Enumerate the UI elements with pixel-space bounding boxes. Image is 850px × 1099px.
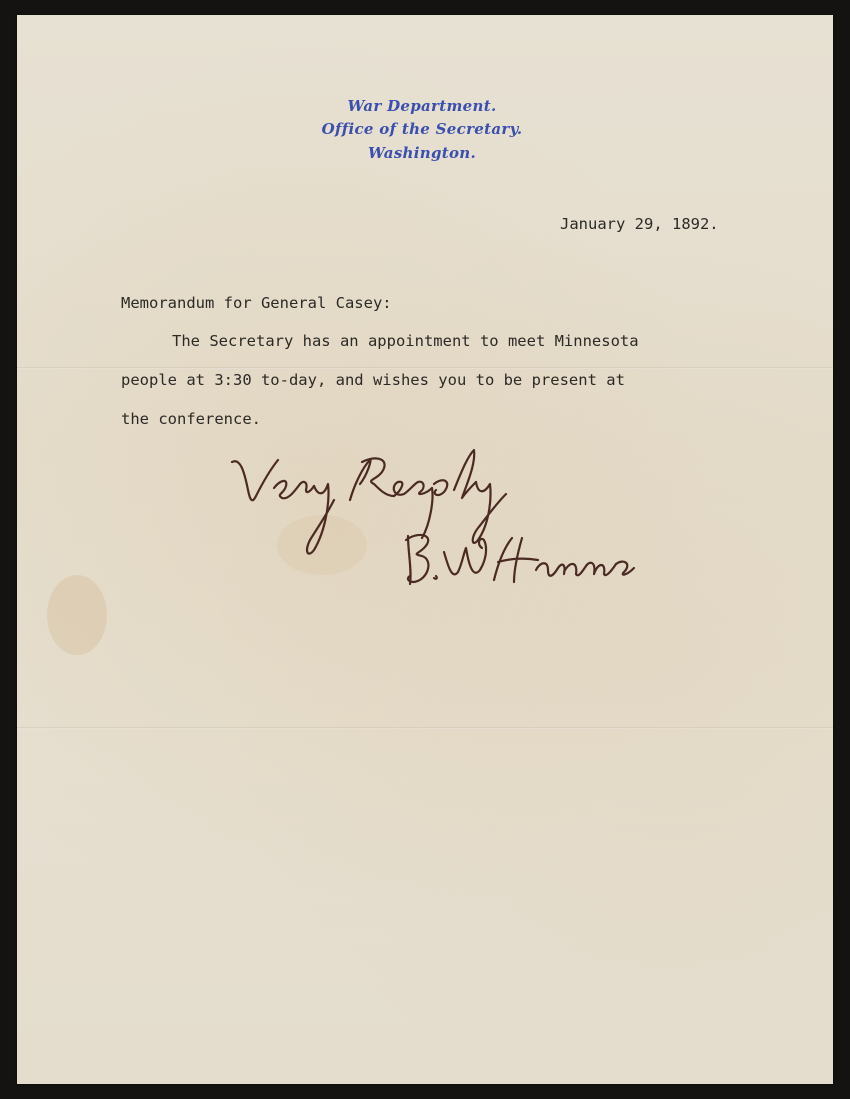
- letterhead-line-office: Office of the Secretary.: [321, 120, 523, 138]
- memo-salutation: Memorandum for General Casey:: [121, 294, 392, 312]
- signature-stroke: [444, 539, 486, 574]
- letter-date: January 29, 1892.: [560, 215, 719, 233]
- signature-stroke: [350, 458, 394, 500]
- signature-stroke: [616, 562, 634, 575]
- signature-stroke: [434, 576, 437, 579]
- signature-stroke: [586, 563, 616, 575]
- signature-stroke: [473, 482, 506, 543]
- signature-stroke: [454, 450, 476, 498]
- signature-stroke: [394, 482, 418, 496]
- fold-line: [17, 367, 833, 369]
- signature-stroke: [274, 481, 300, 498]
- signature-stroke: [307, 484, 334, 554]
- letter-sheet: [17, 15, 833, 1084]
- signature-stroke: [558, 564, 586, 575]
- body-line-1: The Secretary has an appointment to meet Minnesota: [172, 332, 639, 350]
- signature-stroke: [232, 460, 278, 500]
- body-line-2: people at 3:30 to-day, and wishes you to be present at: [121, 371, 625, 389]
- fold-line: [17, 727, 833, 729]
- signature-stroke: [536, 563, 558, 576]
- signature-stroke: [422, 480, 447, 538]
- signature-stroke: [406, 535, 428, 584]
- body-line-3: the conference.: [121, 410, 261, 428]
- signature-stroke: [494, 538, 538, 582]
- letterhead-line-department: War Department.: [347, 97, 497, 115]
- paper-stain: [47, 575, 107, 655]
- letterhead-line-city: Washington.: [367, 144, 477, 162]
- signature-stroke: [418, 482, 432, 494]
- handwritten-signature: [222, 440, 642, 600]
- signature-stroke: [300, 482, 314, 492]
